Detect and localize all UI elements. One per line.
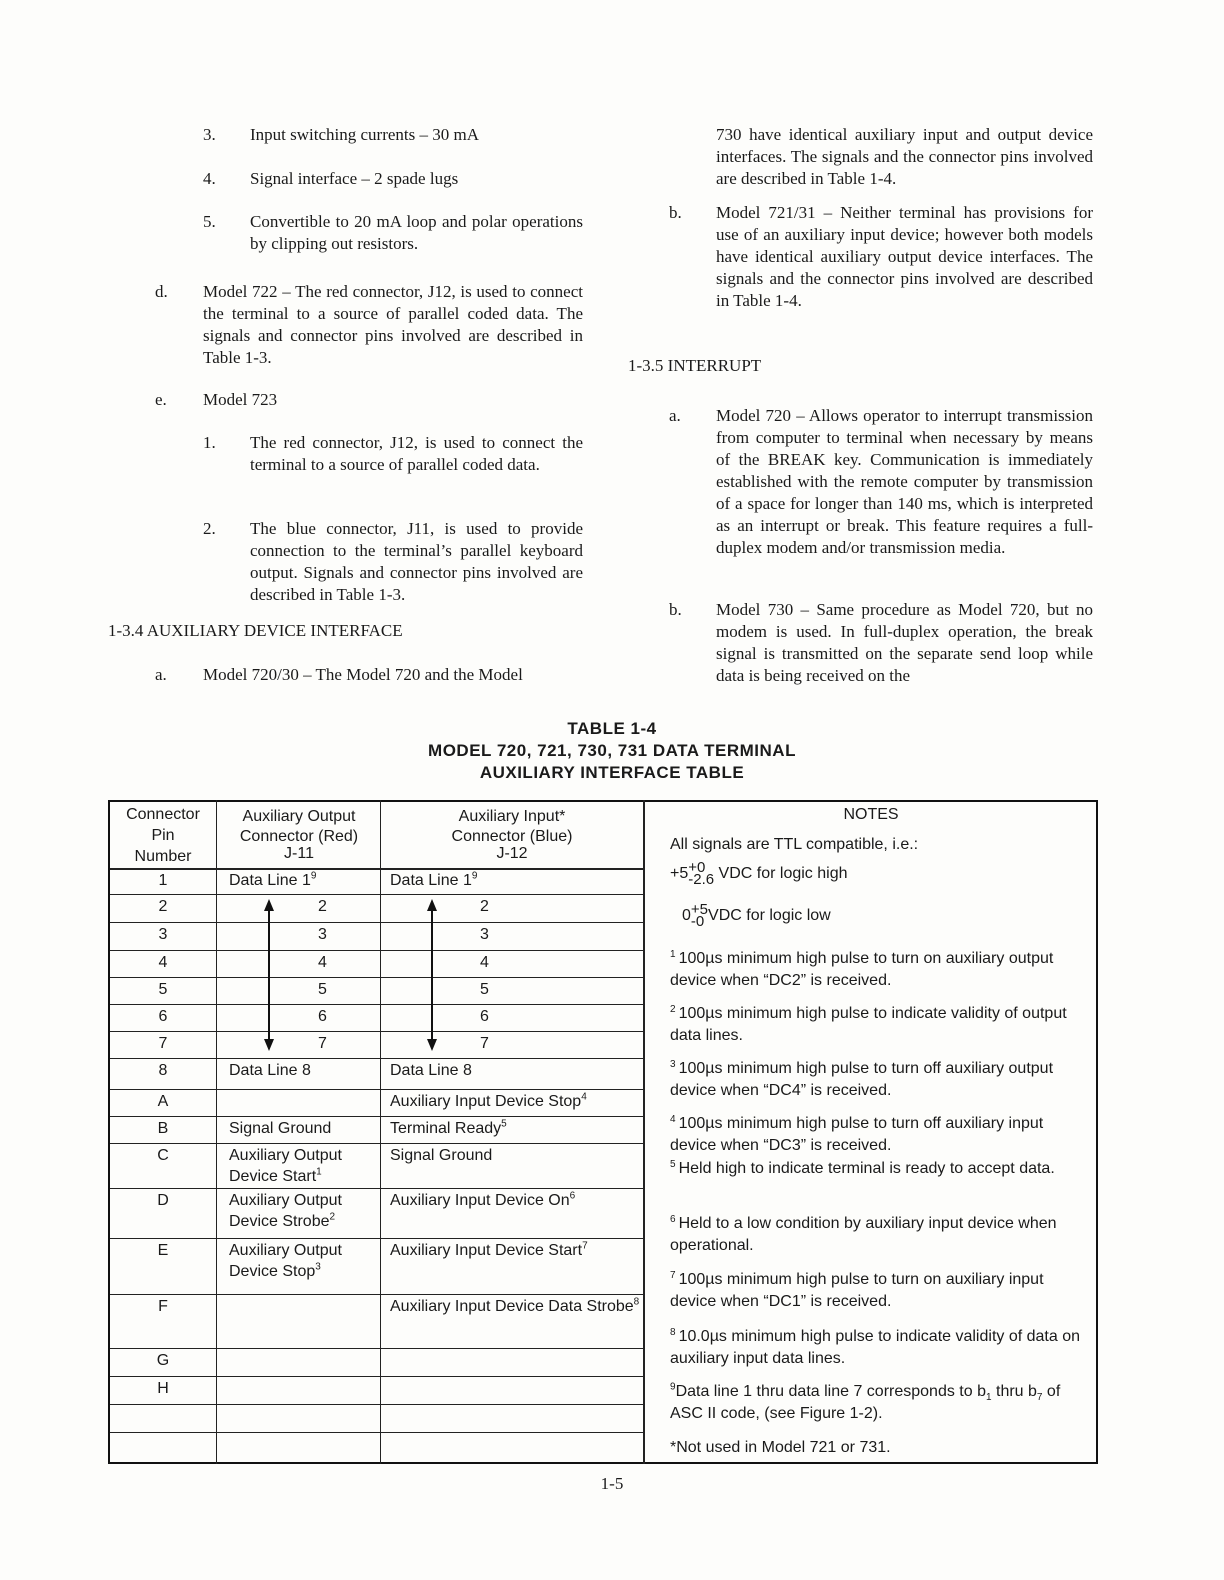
output-cell: 2	[318, 898, 327, 915]
row-divider	[110, 922, 643, 923]
item-marker: d.	[155, 282, 168, 301]
output-cell: Data Line $1^9$	[229, 870, 317, 889]
notes-intro: All signals are TTL compatible, i.e.:	[670, 836, 919, 853]
pin-cell: G	[156, 1352, 170, 1369]
input-cell: Auxiliary Input Device On$^6$	[390, 1190, 576, 1209]
item-text: Model 730 – Same procedure as Model 720, but no modem is used. In full-duplex operation, the break signal is transmitted on the separate send loop while data is being received on the	[716, 600, 1093, 685]
row-divider	[110, 950, 643, 951]
item-text: Input switching currents – 30 mA	[250, 125, 479, 144]
item-marker: 3.	[203, 125, 216, 144]
item-text: Model 721/31 – Neither terminal has provisions for use of an auxiliary input device; however both models have identical auxiliary output device interfaces. The signals and the connector pins involved are described in Table 1-4.	[716, 203, 1093, 310]
output-cell: Data Line 8	[229, 1062, 311, 1079]
item-marker: b.	[669, 203, 682, 222]
item-marker: a.	[155, 665, 167, 684]
bracket-line	[268, 908, 270, 1039]
pin-cell: 3	[158, 926, 168, 943]
row-divider	[110, 894, 643, 895]
row-divider	[110, 977, 643, 978]
page-number: 1-5	[600, 1474, 624, 1493]
pin-cell: 4	[158, 954, 168, 971]
item-text: Model 720/30 – The Model 720 and the Model	[203, 665, 523, 684]
row-divider	[110, 1238, 643, 1239]
pin-cell: H	[157, 1380, 169, 1397]
item-text: Model 723	[203, 390, 278, 409]
logic-high: +5 +0 -2.6 VDC for logic high	[670, 859, 848, 888]
pin-cell: 8	[158, 1062, 168, 1079]
output-cell: 5	[318, 981, 327, 998]
output-cell: Auxiliary Output Device Stop$^3$	[229, 1242, 342, 1280]
item-marker: 5.	[203, 212, 216, 231]
pin-cell: C	[157, 1147, 169, 1164]
output-cell: Auxiliary Output Device Strobe$^2$	[229, 1192, 342, 1230]
table-subtitle: MODEL 720, 721, 730, 731 DATA TERMINAL	[428, 741, 796, 760]
pin-cell: F	[158, 1298, 168, 1315]
input-cell	[390, 1406, 640, 1432]
row-divider	[110, 1058, 643, 1059]
output-cell	[229, 1296, 379, 1348]
pin-cell: A	[157, 1093, 169, 1110]
header-pin: Connector Pin Number	[126, 806, 200, 865]
item-text: Model 722 – The red connector, J12, is used to connect the terminal to a source of parallel coded data. The signals and connector pins involved are described in Table 1-3.	[203, 282, 583, 367]
list-item-4	[203, 168, 583, 190]
row-divider	[110, 1031, 643, 1032]
input-cell	[390, 1378, 640, 1404]
output-cell	[229, 1091, 379, 1116]
item-marker: b.	[669, 600, 682, 619]
column-divider	[216, 800, 217, 1464]
input-cell: Data Line $1^9$	[390, 870, 478, 889]
list-item-5	[203, 211, 583, 255]
input-cell: Auxiliary Input Device Data Strobe$^8$	[390, 1296, 640, 1315]
item-text: Model 720 – Allows operator to interrupt transmission from computer to terminal when necessary by means of the BREAK key. Communication is immediately established with the remote computer by transmission of a space for longer than 140 ms, which is interpreted as an interrupt or break. This feature requires a full-duplex modem and/or transmission media.	[716, 406, 1093, 557]
note-5: $^5$ Held high to indicate terminal is ready to accept data.	[670, 1158, 1055, 1177]
output-cell: 3	[318, 926, 327, 943]
continuation-paragraph: 730 have identical auxiliary input and output device interfaces. The signals and the connector pins involved are described in Table 1-4.	[716, 125, 1093, 188]
notes-title: NOTES	[843, 806, 899, 823]
output-cell: Auxiliary Output Device Start$^1$	[229, 1147, 342, 1185]
pin-cell: 2	[158, 898, 168, 915]
row-divider	[110, 1143, 643, 1144]
row-divider	[110, 1188, 643, 1189]
output-cell: 4	[318, 954, 327, 971]
row-divider	[110, 1348, 643, 1349]
output-cell: Signal Ground	[229, 1120, 332, 1137]
item-marker: e.	[155, 390, 167, 409]
note-8: $^8$ 10.0µs minimum high pulse to indicate validity of data on auxiliary input data lines.	[670, 1326, 1080, 1367]
output-cell	[229, 1350, 379, 1376]
input-cell: 3	[480, 926, 489, 943]
section-heading-1-3-5: 1-3.5 INTERRUPT	[628, 356, 762, 375]
table-subtitle-2: AUXILIARY INTERFACE TABLE	[479, 763, 745, 782]
item-marker: 2.	[203, 519, 216, 538]
row-divider	[110, 1089, 643, 1090]
column-divider	[380, 800, 381, 1464]
pin-cell	[110, 1434, 216, 1462]
list-item-e2	[203, 518, 583, 606]
header-input: Auxiliary Input* Connector (Blue) J-12	[451, 808, 573, 862]
item-marker: a.	[669, 406, 681, 425]
pin-cell	[110, 1406, 216, 1432]
item-text: Signal interface – 2 spade lugs	[250, 169, 459, 188]
input-cell: Data Line 8	[390, 1062, 472, 1079]
note-1: $^1$ 100µs minimum high pulse to turn on auxiliary output device when “DC2” is received.	[670, 948, 1054, 989]
list-item-e	[155, 389, 583, 411]
footnote: *Not used in Model 721 or 731.	[670, 1439, 891, 1456]
input-cell: Auxiliary Input Device Start$^7$	[390, 1240, 588, 1259]
bracket-line	[431, 908, 433, 1039]
note-3: $^3$ 100µs minimum high pulse to turn off auxiliary output device when “DC4” is received.	[670, 1058, 1054, 1099]
item-text: The red connector, J12, is used to connect the terminal to a source of parallel coded data.	[250, 433, 583, 474]
note-4: $^4$ 100µs minimum high pulse to turn off auxiliary input device when “DC3” is received.	[670, 1113, 1044, 1154]
item-marker: 1.	[203, 433, 216, 452]
section-heading-1-3-4: 1-3.4 AUXILIARY DEVICE INTERFACE	[108, 621, 403, 640]
list-item-a	[155, 664, 583, 686]
input-cell: 5	[480, 981, 489, 998]
pin-cell: 1	[158, 872, 168, 889]
input-cell: 7	[480, 1035, 489, 1052]
input-cell: 2	[480, 898, 489, 915]
item-text: Convertible to 20 mA loop and polar operations by clipping out resistors.	[250, 212, 583, 253]
input-cell: 6	[480, 1008, 489, 1025]
input-cell: Terminal Ready$^5$	[390, 1118, 507, 1137]
pin-cell: 5	[158, 981, 168, 998]
list-item-d	[155, 281, 583, 369]
list-item-b2	[669, 599, 1093, 687]
row-divider	[110, 1116, 643, 1117]
note-6: $^6$ Held to a low condition by auxiliary input device when operational.	[670, 1213, 1057, 1254]
note-2: $^2$ 100µs minimum high pulse to indicate validity of output data lines.	[670, 1003, 1067, 1044]
row-divider	[110, 1004, 643, 1005]
item-text: The blue connector, J11, is used to provide connection to the terminal’s parallel keyboard output. Signals and connector pins involved are described in Table 1-3.	[250, 519, 583, 604]
list-item-b	[669, 202, 1093, 312]
pin-cell: B	[157, 1120, 169, 1137]
row-divider	[110, 1294, 643, 1295]
arrow-down-icon	[427, 1039, 437, 1051]
note-7: $^7$ 100µs minimum high pulse to turn on auxiliary input device when “DC1” is received.	[670, 1269, 1044, 1310]
input-cell: 4	[480, 954, 489, 971]
input-cell	[390, 1350, 640, 1376]
list-item-3	[203, 124, 583, 146]
output-cell: 6	[318, 1008, 327, 1025]
row-divider	[110, 1376, 643, 1377]
table-title: TABLE 1-4	[567, 719, 657, 738]
pin-cell: D	[157, 1192, 169, 1209]
output-cell: 7	[318, 1035, 327, 1052]
output-cell	[229, 1406, 379, 1432]
column-divider	[643, 800, 645, 1464]
input-cell: Signal Ground	[390, 1147, 493, 1164]
output-cell	[229, 1434, 379, 1462]
arrow-down-icon	[264, 1039, 274, 1051]
note-9: $^9$Data line 1 thru data line 7 corresponds to $b_1$ thru $b_7$ of ASC II code, (see Figure 1-2).	[670, 1381, 1061, 1422]
list-item-a2	[669, 405, 1093, 559]
pin-cell: 7	[158, 1035, 168, 1052]
header-output: Auxiliary Output Connector (Red) J-11	[239, 808, 359, 862]
pin-cell: 6	[158, 1008, 168, 1025]
list-item-e1	[203, 432, 583, 476]
input-cell	[390, 1434, 640, 1462]
row-divider	[110, 1404, 643, 1405]
logic-low: 0 +5 -0 VDC for logic low	[682, 901, 831, 930]
output-cell	[229, 1378, 379, 1404]
item-marker: 4.	[203, 169, 216, 188]
input-cell: Auxiliary Input Device Stop$^4$	[390, 1091, 587, 1110]
row-divider	[110, 1432, 643, 1433]
pin-cell: E	[157, 1242, 169, 1259]
